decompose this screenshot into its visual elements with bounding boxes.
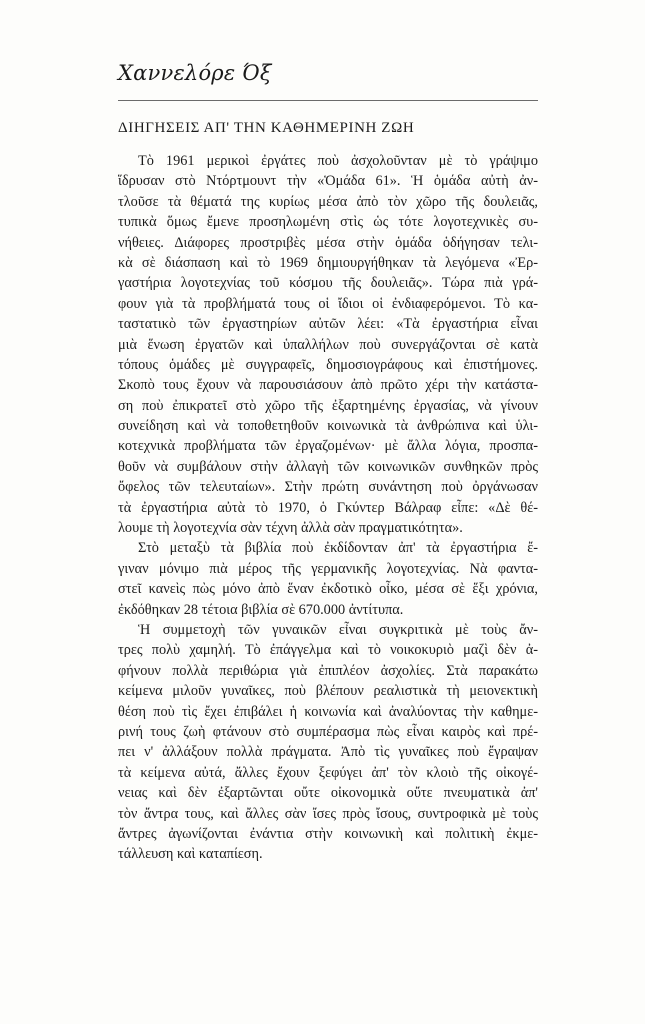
text-line: ὄφελος τῶν τελευταίων». Στὴν πρώτη συνάντηση ποὺ ὀργάνωσαν <box>118 479 538 496</box>
paragraph-3 <box>118 620 538 865</box>
text-line: φήνουν πολλὰ περιθώρια γιὰ ἐπιπλέον ἀσχολίες. Στὰ παρακάτω <box>118 662 538 679</box>
text-line: Ἡ συμμετοχὴ τῶν γυναικῶν εἶναι συγκριτικὰ μὲ τοὺς ἄν- <box>138 621 538 638</box>
text-line: λουμε τὴ λογοτεχνία σὰν τέχνη ἀλλὰ σὰν πραγματικότητα». <box>118 520 463 537</box>
text-line: τρες πολὺ χαμηλή. Τὸ ἐπάγγελμα καὶ τὸ νοικοκυριὸ μαζὶ δὲν ἀ- <box>118 642 538 659</box>
text-line: Τὸ 1961 μερικοὶ ἐργάτες ποὺ ἀσχολοῦνταν μὲ τὸ γράψιμο <box>138 153 538 169</box>
text-line: γιναν μόνιμο πιὰ μέρος τῆς γερμανικῆς λογοτεχνίας. Νὰ φαντα- <box>118 560 538 577</box>
paragraph-2 <box>118 538 538 620</box>
text-line: ἄντρες ἀγωνίζονται ἐνάντια στὴν κοινωνικὴ καὶ πολιτικὴ ἐκμε- <box>118 825 538 842</box>
text-line: τὸν ἄντρα τους, καὶ ἄλλες σὰν ἴσες πρὸς ἴσους, συντροφικὰ μὲ τοὺς <box>118 805 538 822</box>
text-line: πει ν' ἀλλάξουν πολλὰ πράγματα. Ἀπὸ τὶς γυναῖκες ποὺ ἔγραψαν <box>118 744 538 761</box>
header-rule <box>118 100 538 101</box>
text-line: Σκοπὸ τους ἔχουν νὰ παρουσιάσουν ἀπὸ πρῶτο χέρι τὴν κατάστα- <box>118 377 538 394</box>
text-line: τάλλευση καὶ καταπίεση. <box>118 846 263 863</box>
author-name: Χαννελόρε Όξ <box>118 61 272 85</box>
paragraph-1 <box>118 151 538 538</box>
text-line: νήθειες. Διάφορες προστριβὲς μέσα στὴν ὁμάδα ὁδήγησαν τελι- <box>118 234 538 251</box>
text-line: τόπους ὁμάδες μὲ συγγραφεῖς, δημοσιογράφους καὶ ἐπιστήμονες. <box>118 356 538 373</box>
text-line: ταστατικὸ τῶν ἐργαστηρίων αὐτῶν λέει: «Τὰ ἐργαστήρια εἶναι <box>118 316 538 333</box>
text-line: γαστήρια λογοτεχνίας τοῦ κόσμου τῆς δουλειᾶς». Τώρα πιὰ γρά- <box>118 275 538 292</box>
text-line: μιὰ ἕνωση ἐργατῶν καὶ ὑπαλλήλων ποὺ συνεργάζονται σὲ κατὰ <box>118 336 538 353</box>
text-line: στεῖ κανεὶς πὼς μόνο ἀπὸ ἕναν ἐκδοτικὸ οἶκο, μέσα σὲ ἕξι χρόνια, <box>118 581 538 598</box>
text-line: θοῦν νὰ συμβάλουν στὴν ἀλλαγὴ τῶν κοινωνικῶν συνθηκῶν πρὸς <box>118 458 538 475</box>
text-line: ἵδρυσαν στὸ Ντόρτμουντ τὴν «Ὁμάδα 61». Ἡ ὁμάδα αὐτὴ ἀν- <box>118 173 538 190</box>
text-line: τὰ κείμενα αὐτά, ἄλλες ἔχουν ξεφύγει ἀπ' τὸν κλοιὸ τῆς οἰκογέ- <box>118 764 538 781</box>
text-line: κὰ σὲ διάσπαση καὶ τὸ 1969 δημιουργήθηκαν τὰ λεγόμενα «Ἐρ- <box>118 254 538 271</box>
running-head <box>118 58 538 88</box>
text-line: κοτεχνικὰ προβλήματα τῶν ἐργαζομένων· μὲ ἄλλα λόγια, προσπα- <box>118 438 538 455</box>
section-title: ΔΙΗΓΗΣΕΙΣ ΑΠ' ΤΗΝ ΚΑΘΗΜΕΡΙΝΗ ΖΩΗ <box>118 120 415 136</box>
text-line: θέση ποὺ τὶς ἔχει ἐπιβάλει ἡ κοινωνία καὶ ἀναλύοντας τὴν καθημε- <box>118 703 538 720</box>
text-line: συνείδηση καὶ νὰ τοποθετηθοῦν κοινωνικὰ τὰ ἀνθρώπινα καὶ ὑλι- <box>118 418 538 435</box>
text-line: ρινή τους ζωὴ φτάνουν στὸ συμπέρασμα πὼς εἶναι καιρὸς καὶ πρέ- <box>118 723 538 740</box>
body-text <box>118 151 538 865</box>
text-line: τὰ ἐργαστήρια αὐτὰ τὸ 1970, ὁ Γκύντερ Βάλραφ εἶπε: «Δὲ θέ- <box>118 499 538 516</box>
text-line: φουν γιὰ τὰ προβλήματά τους οἱ ἴδιοι οἱ ἐνδιαφερόμενοι. Τὸ κα- <box>118 295 538 312</box>
text-line: νειας καὶ δὲν ἐξαρτῶνται οὔτε οἰκονομικὰ οὔτε πνευματικὰ ἀπ' <box>118 785 538 802</box>
text-line: ἐκδόθηκαν 28 τέτοια βιβλία σὲ 670.000 ἀντίτυπα. <box>118 601 404 618</box>
text-line: κείμενα μιλοῦν γυναῖκες, ποὺ βλέπουν ρεαλιστικὰ τὴ μειονεκτικὴ <box>118 683 538 700</box>
text-line: Στὸ μεταξὺ τὰ βιβλία ποὺ ἐκδίδονταν ἀπ' τὰ ἐργαστήρια ἔ- <box>138 540 538 557</box>
text-line: τλοῦσε τὰ θέματά της κυρίως μέσα ἀπὸ τὸν χῶρο τῆς δουλειᾶς, <box>118 193 538 210</box>
text-line: ση ποὺ ἐπικρατεῖ στὸ χῶρο τῆς ἐξαρτημένης ἐργασίας, νὰ γίνουν <box>118 397 538 414</box>
text-line: τυπικὰ ὅμως ἔμενε προσηλωμένη στὶς ὡς τότε λογοτεχνικὲς συ- <box>118 214 538 231</box>
